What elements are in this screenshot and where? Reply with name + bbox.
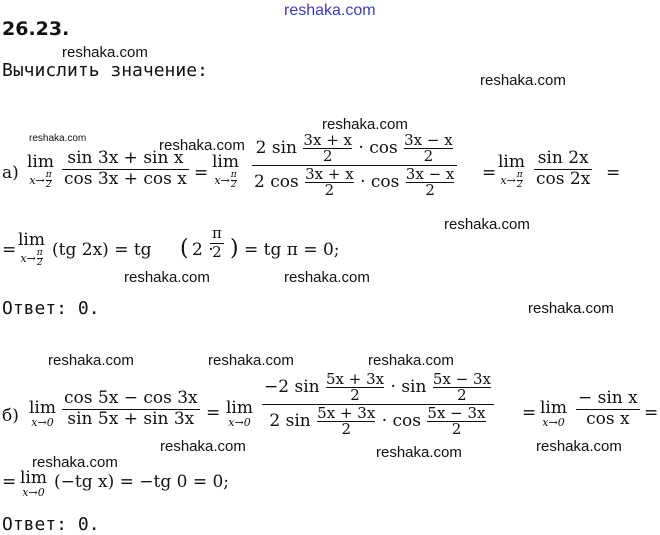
half-diff: 5x − 3x: [432, 370, 491, 388]
numerator: sin 2x: [537, 148, 589, 168]
two: 2: [423, 147, 434, 165]
pi: π: [516, 170, 523, 180]
part-a-label: а): [2, 163, 19, 183]
two: 2: [350, 386, 360, 404]
limit-b1: [29, 400, 56, 428]
instruction: Вычислить значение:: [2, 60, 208, 81]
two: 2: [45, 180, 52, 190]
two-dot: 2 ·: [192, 240, 214, 260]
two: 2: [425, 181, 435, 199]
watermark: reshaka.com: [536, 438, 622, 455]
limit-a4: [18, 232, 45, 268]
half-diff: 5x − 3x: [427, 404, 486, 422]
pi: π: [36, 248, 43, 258]
limit-a3: [498, 154, 525, 190]
denominator: [252, 166, 457, 198]
watermark: reshaka.com: [368, 352, 454, 369]
watermark: reshaka.com: [62, 44, 148, 61]
pi: π: [230, 170, 237, 180]
half-sum: 3x + x: [303, 131, 352, 149]
dot-sin: · sin: [390, 377, 427, 397]
close-paren: ): [230, 236, 239, 261]
pi-over-two: [210, 226, 224, 261]
numerator: cos 5x − cos 3x: [64, 388, 198, 408]
fraction-a1: [62, 150, 189, 189]
two: 2: [212, 242, 222, 261]
lim-sub: x→: [214, 174, 230, 187]
two: 2: [230, 180, 237, 190]
problem-number: 26.23.: [2, 18, 70, 40]
lim-word: lim: [540, 398, 567, 418]
lim-word: lim: [226, 398, 253, 418]
limit-b3: [540, 400, 567, 428]
lim-word: lim: [20, 468, 47, 488]
denominator: cos 3x + cos x: [64, 168, 187, 189]
denominator: sin 5x + sin 3x: [67, 408, 195, 429]
two: 2: [516, 180, 523, 190]
half-diff: 3x − x: [405, 165, 455, 183]
watermark: reshaka.com: [48, 352, 134, 369]
watermark: reshaka.com: [284, 269, 370, 286]
denominator: cos x: [586, 408, 630, 429]
watermark: reshaka.com: [29, 133, 87, 144]
neg-two-sin: −2 sin: [264, 377, 320, 397]
two-sin: 2 sin: [269, 411, 311, 431]
watermark: reshaka.com: [208, 352, 294, 369]
pi: π: [45, 170, 52, 180]
lim-sub: x→0: [31, 416, 54, 429]
watermark: reshaka.com: [124, 269, 210, 286]
tg-expression: (tg 2x) = tg: [52, 240, 152, 260]
equals: =: [522, 403, 537, 423]
half-sum: 3x + x: [305, 165, 354, 183]
two-sin: 2 sin: [255, 138, 298, 158]
numerator: [262, 372, 494, 404]
pi: π: [212, 224, 222, 242]
two: 2: [341, 420, 351, 438]
equals: =: [2, 472, 17, 492]
watermark: reshaka.com: [528, 300, 614, 317]
equals: =: [482, 163, 497, 183]
lim-word: lim: [498, 152, 525, 172]
watermark: reshaka.com: [444, 216, 530, 233]
watermark: reshaka.com: [376, 444, 462, 461]
equals: =: [2, 240, 17, 260]
two: 2: [457, 386, 467, 404]
two-cos: 2 cos: [254, 172, 299, 192]
lim-sub: x→0: [228, 416, 251, 429]
equals: =: [206, 403, 221, 423]
denominator: cos 2x: [536, 168, 591, 189]
answer-b: Ответ: 0.: [2, 514, 100, 535]
fraction-a2: [252, 133, 457, 198]
lim-sub: x→: [29, 174, 45, 187]
lim-sub: x→: [20, 252, 36, 265]
equals: =: [194, 163, 209, 183]
watermark: reshaka.com: [160, 438, 246, 455]
half-sum: 5x + 3x: [325, 370, 385, 388]
watermark: reshaka.com: [480, 72, 566, 89]
limit-b4: [20, 470, 47, 498]
dot-cos: · cos: [358, 138, 398, 158]
denominator: [267, 405, 488, 437]
dot-cos: · cos: [360, 172, 400, 192]
open-paren: (: [180, 236, 189, 261]
numerator: sin 3x + sin x: [67, 148, 184, 168]
lim-sub: x→0: [22, 486, 45, 499]
result-b: (−tg x) = −tg 0 = 0;: [54, 472, 230, 492]
lim-word: lim: [27, 152, 54, 172]
watermark: reshaka.com: [159, 137, 245, 154]
half-sum: 5x + 3x: [317, 404, 376, 422]
limit-b2: [226, 400, 253, 428]
numerator: − sin x: [578, 388, 638, 408]
equals: =: [644, 403, 659, 423]
watermark: reshaka.com: [322, 116, 408, 133]
limit-a2: [212, 154, 239, 190]
two: 2: [322, 147, 333, 165]
watermark: reshaka.com: [284, 2, 376, 19]
lim-sub: x→: [500, 174, 516, 187]
result-a: = tg π = 0;: [244, 240, 340, 260]
lim-word: lim: [18, 230, 45, 250]
watermark: reshaka.com: [32, 454, 118, 471]
equals: =: [606, 163, 621, 183]
answer-a: Ответ: 0.: [2, 298, 100, 319]
numerator: [254, 133, 456, 165]
two: 2: [451, 420, 462, 438]
fraction-a3: [534, 150, 592, 189]
dot-cos: · cos: [381, 411, 421, 431]
lim-word: lim: [29, 398, 56, 418]
fraction-b1: [62, 390, 200, 429]
part-b-label: б): [2, 406, 19, 426]
fraction-b3: [576, 390, 640, 429]
two: 2: [36, 258, 43, 268]
fraction-b2: [262, 372, 494, 437]
two: 2: [324, 181, 335, 199]
half-diff: 3x − x: [404, 131, 453, 149]
lim-sub: x→0: [542, 416, 565, 429]
lim-word: lim: [212, 152, 239, 172]
limit-a1: [27, 154, 54, 190]
